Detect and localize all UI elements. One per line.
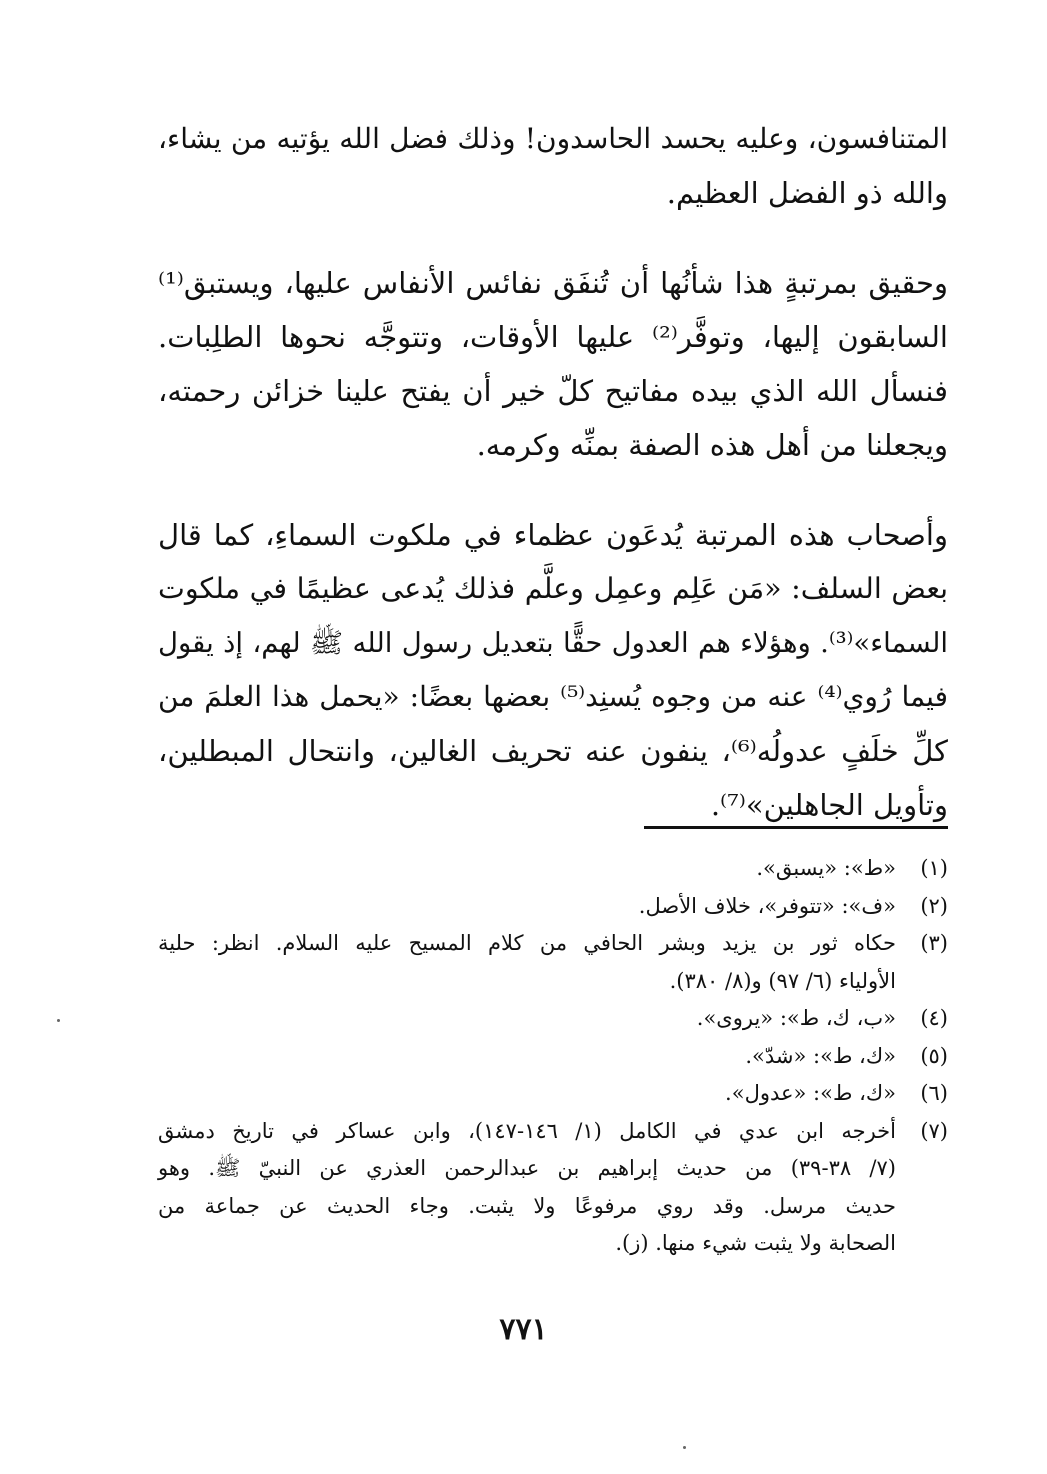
footnote-number: (٤) [920,1006,948,1030]
footnote [158,925,948,1000]
text-line: فيما رُوي⁽⁴⁾ عنه من وجوه يُسنِد⁽⁵⁾ بعضها بعضًا: «يحمل هذا العلمَ من [158,680,949,713]
text-line: وحقيق بمرتبةٍ هذا شأنُها أن تُنفَق نفائس الأنفاس عليها، ويستبق⁽¹⁾ [158,266,948,300]
footnote-number: (١) [920,856,948,880]
footnote-number: (٥) [920,1043,948,1068]
footnote-line: «ف»: «تتوفر»، خلاف الأصل. [638,893,896,918]
scan-speck [57,1019,60,1022]
footnote-number: (٦) [920,1081,948,1105]
footnote-line: الصحابة ولا يثبت شيء منها. (ز). [615,1231,896,1255]
footnote-line: «ط»: «يسبق». [756,856,896,880]
footnotes [158,850,948,1263]
text-line: وأصحاب هذه المرتبة يُدعَون عظماء في ملكوت السماءِ، كما قال [158,518,948,552]
footnote-line: الأولياء (٦/ ٩٧) و(٨/ ٣٨٠). [669,968,896,993]
text-line: والله ذو الفضل العظيم. [666,176,948,210]
page-number: ٧٧١ [499,1312,548,1347]
text-line: السماء»⁽³⁾. وهؤلاء هم العدول حقًّا بتعديل رسول الله ﷺ لهم، إذ يقول [158,627,948,659]
footnote-line: حكاه ثور بن يزيد وبشر الحافي من كلام المسيح عليه السلام. انظر: حلية [158,931,896,955]
footnote-line: «ك، ط»: «شدّ». [745,1043,896,1068]
footnote-text [158,850,896,888]
paragraph [158,256,948,472]
text-line: كلِّ خلَفٍ عدولُه⁽⁶⁾، ينفون عنه تحريف الغالين، وانتحال المبطلين، [158,734,948,768]
footnote-divider [644,826,948,829]
footnote [158,850,948,888]
footnote-text [158,1113,896,1263]
footnote [158,1075,948,1113]
footnote [158,1038,948,1076]
page-body [158,112,949,1255]
footnote-text [158,1000,896,1038]
footnote-line: «ك، ط»: «عدول». [725,1081,896,1105]
footnote-line: أخرجه ابن عدي في الكامل (١/ ١٤٦-١٤٧)، وابن عساكر في تاريخ دمشق [158,1118,896,1143]
paragraph [158,508,948,832]
footnote [158,888,948,926]
footnote-number: (٣) [920,931,948,955]
text-line: بعض السلف: «مَن عَلِم وعمِل وعلَّم فذلك يُدعى عظيمًا في ملكوت [158,572,948,605]
footnote-text [158,925,896,1000]
footnote-number: (٢) [920,893,948,918]
footnote-line: «ب، ك، ط»: «يروى». [696,1006,896,1030]
footnote-line: حديث مرسل. وقد روي مرفوعًا ولا يثبت. وجاء الحديث عن جماعة من [158,1193,896,1218]
footnote-text [158,1038,896,1076]
text-line: ويجعلنا من أهل هذه الصفة بمنِّه وكرمه. [476,428,948,462]
footnote-number: (٧) [920,1118,948,1143]
text-line: المتنافسون، وعليه يحسد الحاسدون! وذلك فضل الله يؤتيه من يشاء، [158,122,948,155]
text-line: وتأويل الجاهلين»⁽⁷⁾. [710,788,948,822]
footnote [158,1113,948,1263]
text-line: السابقون إليها، وتوفَّر⁽²⁾ عليها الأوقات، وتتوجَّه نحوها الطلِبات. [158,320,948,354]
footnote-line: (٧/ ٣٨-٣٩) من حديث إبراهيم بن عبدالرحمن العذري عن النبيّ ﷺ. وهو [158,1156,896,1180]
footnote-text [158,1075,896,1113]
footnote-text [158,888,896,926]
footnote [158,1000,948,1038]
scan-speck [683,1446,686,1449]
paragraph [158,112,948,220]
text-line: فنسأل الله الذي بيده مفاتيح كلّ خير أن يفتح علينا خزائن رحمته، [158,374,948,408]
